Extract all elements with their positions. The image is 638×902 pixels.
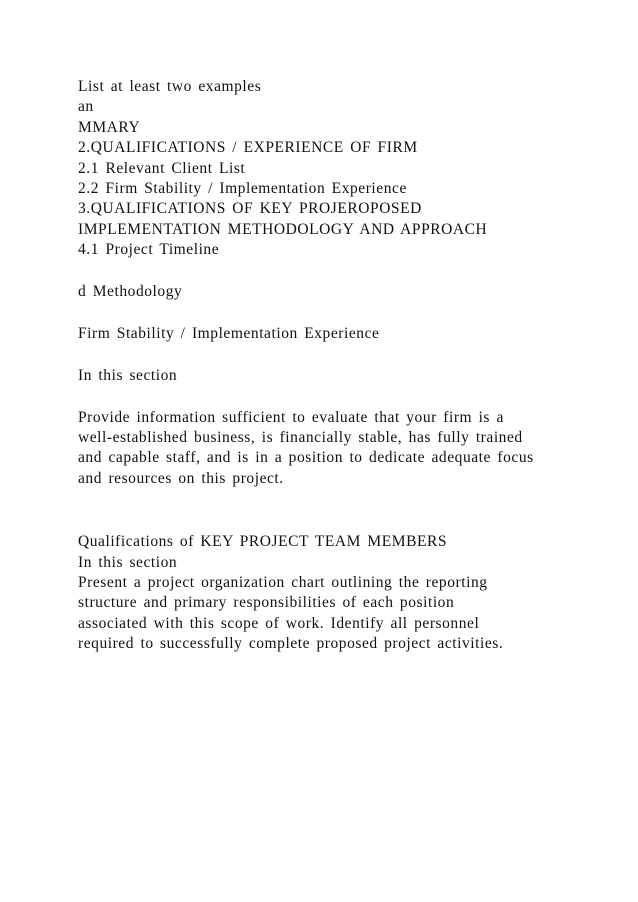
header-line: 4.1 Project Timeline bbox=[78, 241, 220, 259]
firm-body-line: well-established business, is financially stable, has fully trained bbox=[78, 429, 523, 447]
team-body-line: Present a project organization chart outlining the reporting bbox=[78, 574, 488, 592]
methodology-heading: d Methodology bbox=[78, 283, 183, 301]
spacer bbox=[78, 344, 618, 366]
team-body-line: structure and primary responsibilities of each position bbox=[78, 594, 455, 612]
spacer bbox=[78, 489, 618, 532]
firm-stability-heading: Firm Stability / Implementation Experience bbox=[78, 324, 380, 342]
firm-body-line: and capable staff, and is in a position to dedicate adequate focus bbox=[78, 449, 534, 467]
document-content bbox=[78, 77, 618, 655]
header-line: an bbox=[78, 98, 94, 116]
firm-body-line: Provide information sufficient to evaluate that your firm is a bbox=[78, 408, 504, 426]
team-section-intro: In this section bbox=[78, 553, 178, 571]
spacer bbox=[78, 386, 618, 408]
firm-body-line: and resources on this project. bbox=[78, 469, 284, 487]
header-line: IMPLEMENTATION METHODOLOGY AND APPROACH bbox=[78, 220, 488, 238]
header-line: 3.QUALIFICATIONS OF KEY PROJEROPOSED bbox=[78, 200, 422, 218]
spacer bbox=[78, 261, 618, 283]
team-body-line: associated with this scope of work. Identify all personnel bbox=[78, 614, 480, 632]
header-line: 2.QUALIFICATIONS / EXPERIENCE OF FIRM bbox=[78, 139, 418, 157]
firm-section-intro: In this section bbox=[78, 366, 178, 384]
team-heading: Qualifications of KEY PROJECT TEAM MEMBERS bbox=[78, 533, 448, 551]
header-line: 2.1 Relevant Client List bbox=[78, 159, 246, 177]
header-line: MMARY bbox=[78, 118, 141, 136]
team-body-line: required to successfully complete proposed project activities. bbox=[78, 635, 504, 653]
spacer bbox=[78, 302, 618, 324]
header-line: List at least two examples bbox=[78, 78, 262, 95]
header-line: 2.2 Firm Stability / Implementation Experience bbox=[78, 179, 407, 197]
